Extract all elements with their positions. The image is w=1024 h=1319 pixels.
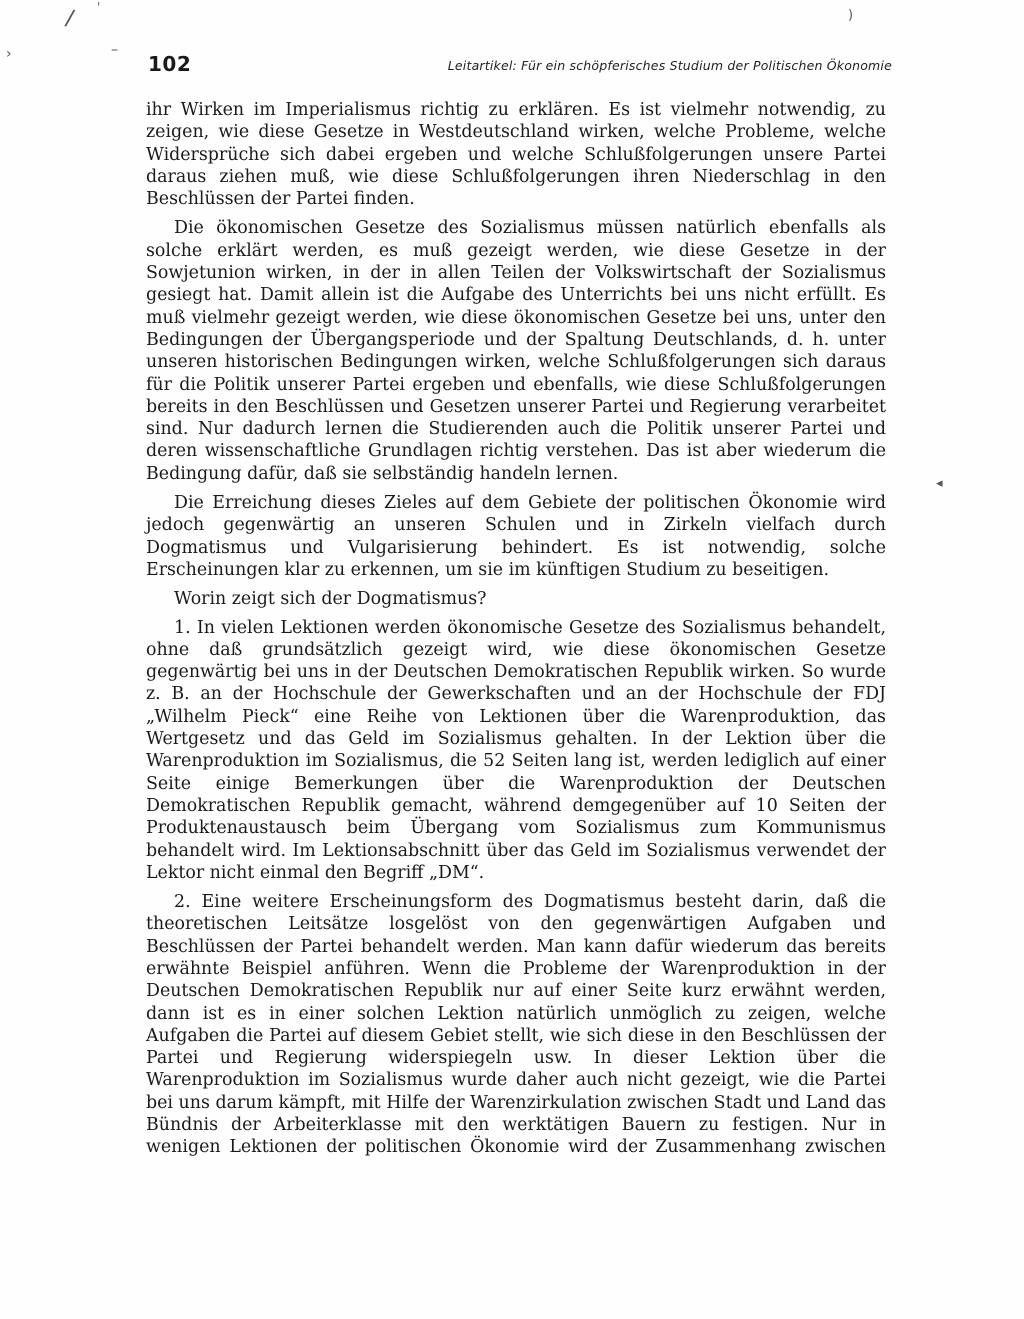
section-question: Worin zeigt sich der Dogmatismus? bbox=[174, 589, 487, 610]
paragraph: Die ökonomischen Gesetze des Sozialismus müssen natürlich ebenfalls als solche erklärt werden, es muß gezeigt werden, wie diese Gesetze in der Sowjetunion wirken, in der in allen Teilen der Volkswirtschaft der Sozialismus gesiegt hat. Damit allein ist die Aufgabe des Unterrichts bei uns nicht erfüllt. Es muß vielmehr gezeigt werden, wie diese ökonomischen Gesetze bei uns, unter den Bedingungen der Übergangsperiode und der Spaltung Deutschlands, d. h. unter unseren historischen Bedingungen wirken, welche Schlußfolgerungen sich daraus für die Politik unserer Partei ergeben und ebenfalls, wie diese Schlußfolgerungen bereits in den Beschlüssen und Gesetzen unserer Partei und Regierung verarbeitet sind. Nur dadurch lernen die Studierenden auch die Politik unserer Partei und deren wissenschaftliche Grundlagen richtig verstehen. Das ist aber wiederum die Bedingung dafür, daß sie selbständig handeln lernen. bbox=[146, 218, 886, 484]
paragraph: Die Erreichung dieses Zieles auf dem Gebiete der politischen Ökonomie wird jedoch gegenwärtig an unseren Schulen und in Zirkeln vielfach durch Dogmatismus und Vulgarisierung behindert. Es ist notwendig, solche Erscheinungen klar zu erkennen, um sie im künftigen Studium zu beseitigen. bbox=[146, 493, 886, 580]
page-number: 102 bbox=[148, 52, 192, 76]
running-head: Leitartikel: Für ein schöpferisches Studium der Politischen Ökonomie bbox=[447, 58, 892, 73]
pencil-mark: ) bbox=[848, 8, 854, 23]
pencil-mark: ' bbox=[97, 0, 101, 14]
pencil-mark: / bbox=[63, 5, 76, 32]
numbered-paragraph: 1. In vielen Lektionen werden ökonomische Gesetze des Sozialismus behandelt, ohne daß grundsätzlich gezeigt wird, wie diese ökonomischen Gesetze gegenwärtig bei uns in der Deutschen Demokratischen Republik wirken. So wurde z. B. an der Hochschule der Gewerkschaften und an der Hochschule der FDJ „Wilhelm Pieck“ eine Reihe von Lektionen über die Warenproduktion, das Wertgesetz und das Geld im Sozialismus gehalten. In der Lektion über die Warenproduktion im Sozialismus, die 52 Seiten lang ist, werden lediglich auf einer Seite einige Bemerkungen über die Warenproduktion der Deutschen Demokratischen Republik gemacht, während demgegenüber auf 10 Seiten der Produktenaustausch beim Übergang vom Sozialismus zum Kommunismus behandelt wird. Im Lektionsabschnitt über das Geld im Sozialismus verwendet der Lektor nicht einmal den Begriff „DM“. bbox=[146, 617, 886, 883]
article-body bbox=[146, 99, 886, 1159]
paragraph: ihr Wirken im Imperialismus richtig zu erklären. Es ist vielmehr notwendig, zu zeigen, wie diese Gesetze in Westdeutschland wirken, welche Probleme, welche Widersprüche sich dabei ergeben und welche Schlußfolgerungen unsere Partei daraus ziehen muß, wie diese Schlußfolgerungen ihren Niederschlag in den Beschlüssen der Partei finden. bbox=[146, 100, 886, 210]
numbered-paragraph: 2. Eine weitere Erscheinungsform des Dogmatismus besteht darin, daß die theoretischen Leitsätze losgelöst von den gegenwärtigen Aufgaben und Beschlüssen der Partei behandelt werden. Man kann dafür wiederum das bereits erwähnte Beispiel anführen. Wenn die Probleme der Warenproduktion in der Deutschen Demokratischen Republik nur auf einer Seite kurz erwähnt werden, dann ist es in einer solchen Lektion natürlich unmöglich zu zeigen, welche Aufgaben die Partei auf diesem Gebiet stellt, wie sich diese in den Beschlüssen der Partei und Regierung widerspiegeln usw. In dieser Lektion über die Warenproduktion im Sozialismus wurde daher auch nicht gezeigt, wie die Partei bei uns darum kämpft, mit Hilfe der Warenzirkulation zwischen Stadt und Land das Bündnis der Arbeiterklasse mit den werktätigen Bauern zu festigen. Nur in wenigen Lektionen der politischen Ökonomie wird der Zusammenhang zwischen bbox=[146, 892, 886, 1158]
pencil-mark: › bbox=[6, 46, 12, 62]
pencil-mark: ◂ bbox=[936, 476, 943, 491]
pencil-mark: – bbox=[111, 42, 118, 58]
page-header bbox=[148, 52, 892, 78]
